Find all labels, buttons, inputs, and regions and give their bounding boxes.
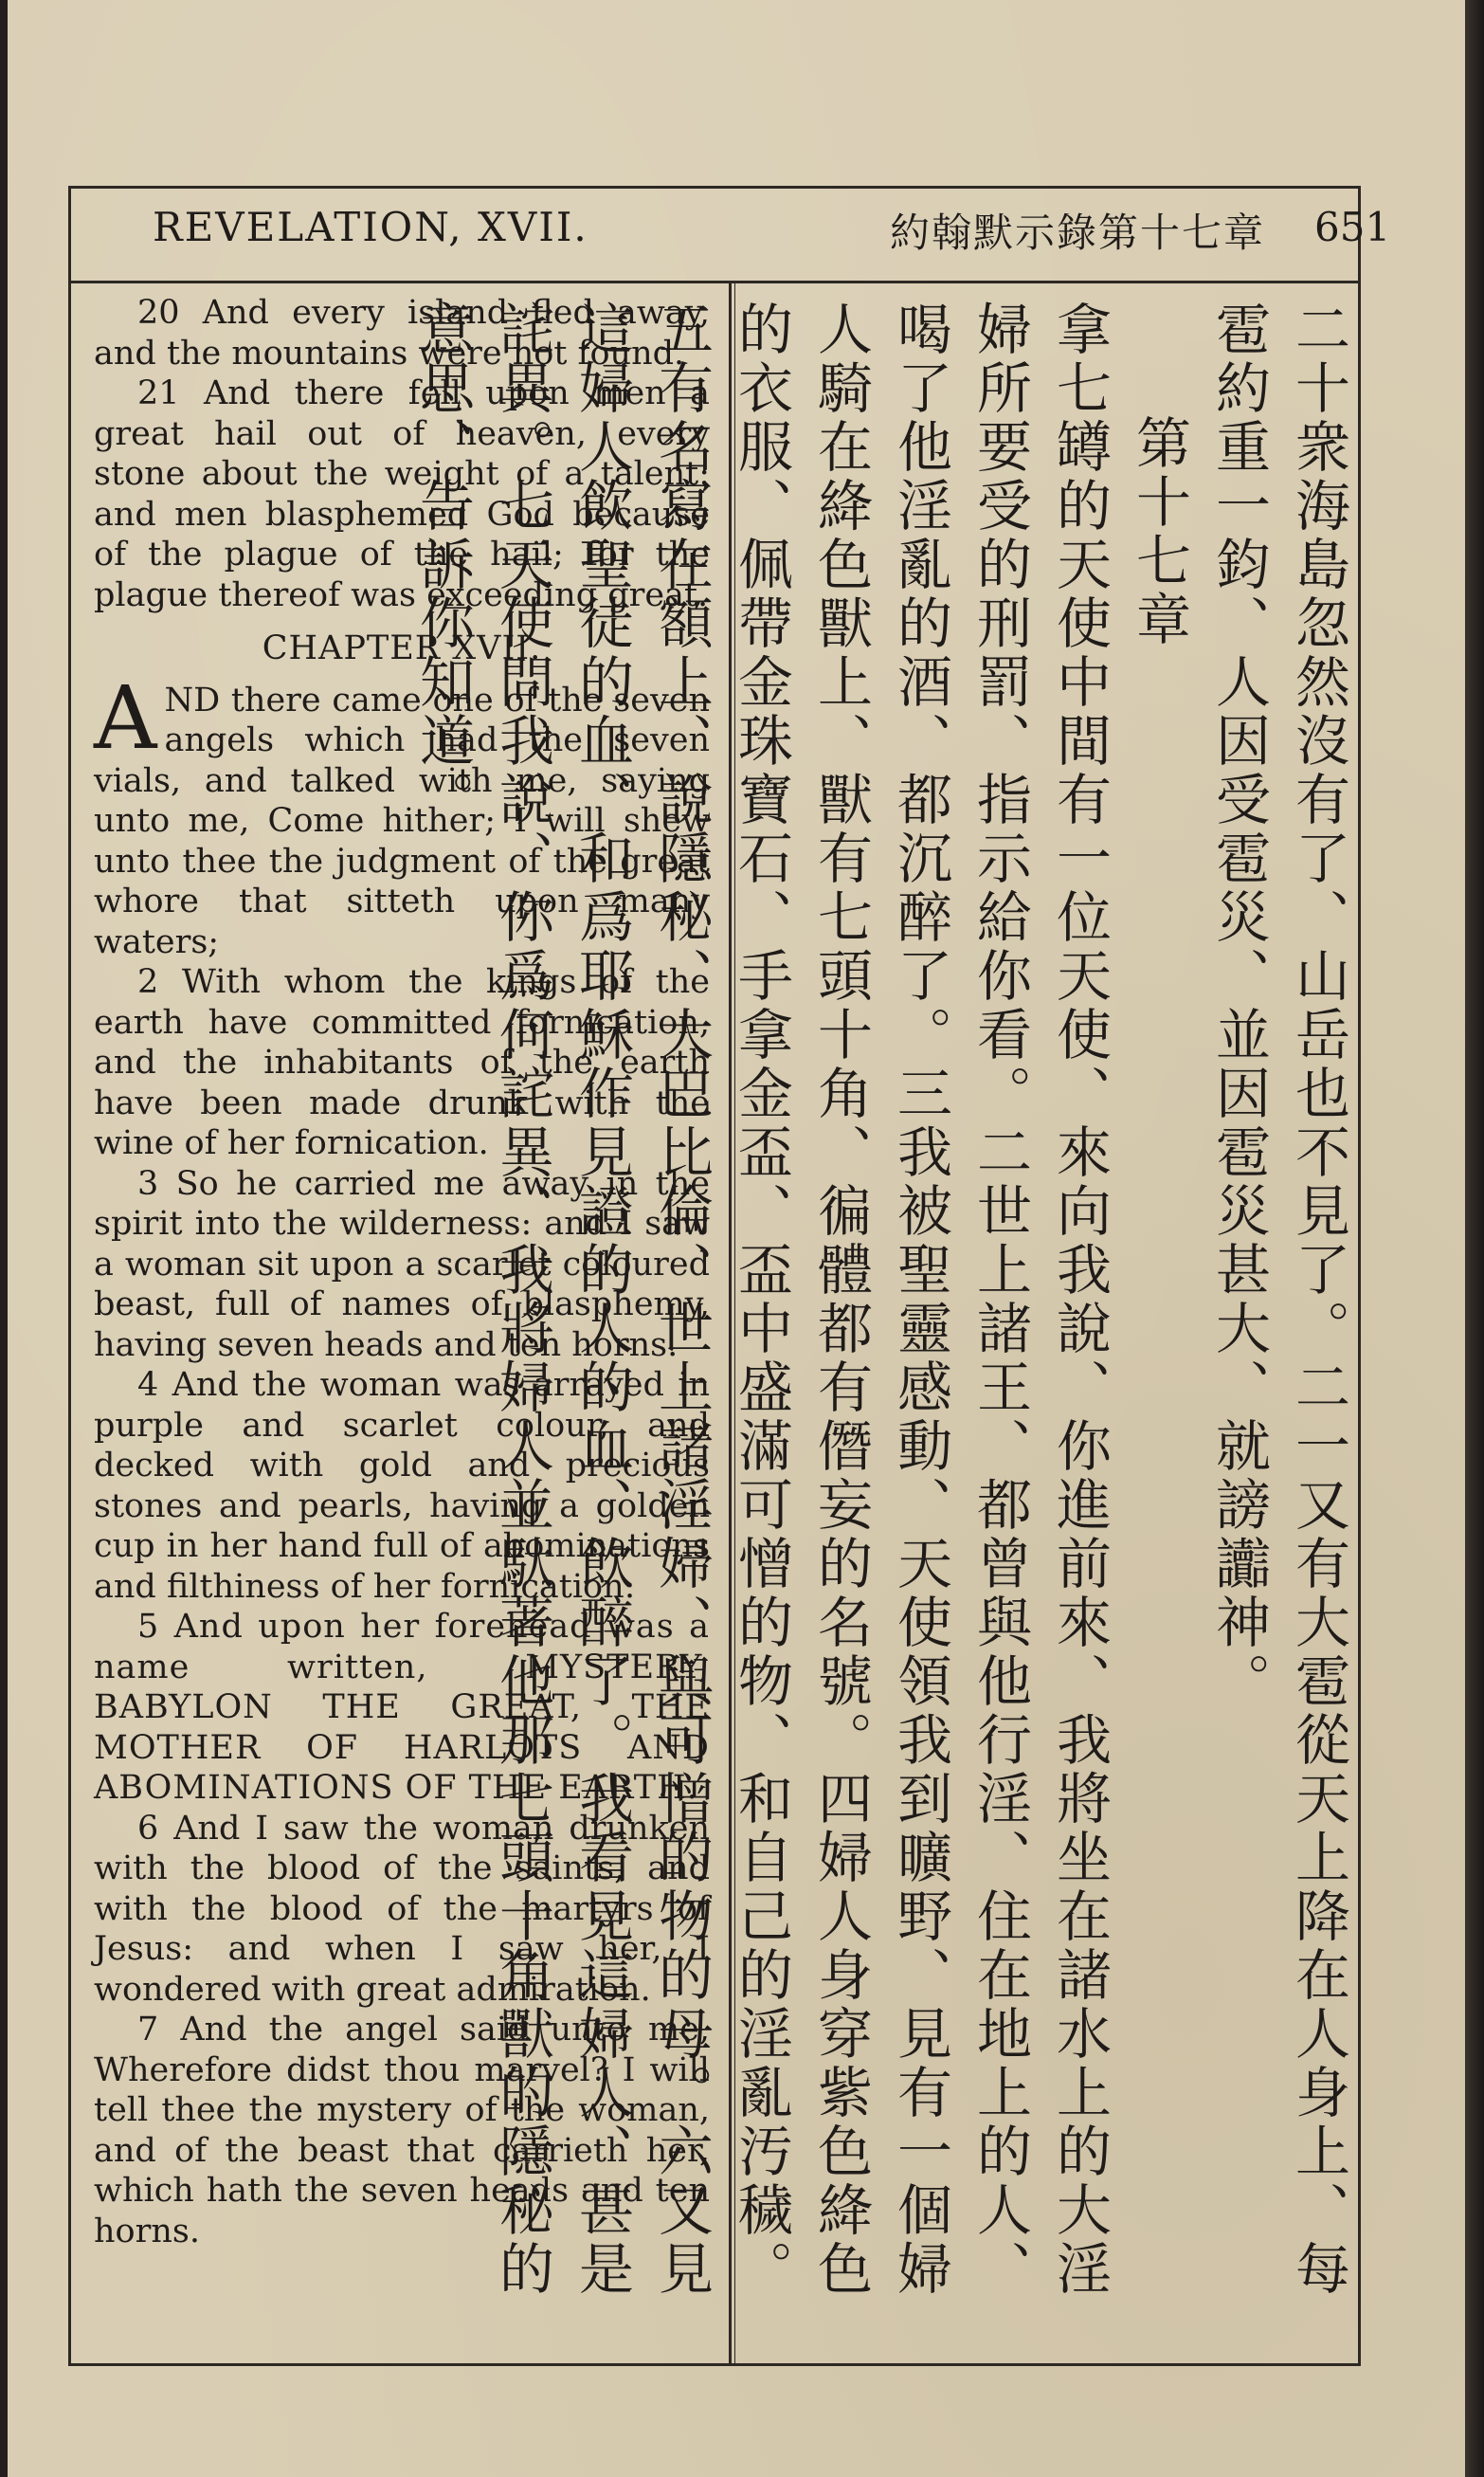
running-title: REVELATION, XVII. — [153, 204, 588, 250]
verse-2: 2 With whom the kings of the earth have committed fornication, and the inhabitants of the earth have been made drunk with the wine of her fornication. — [94, 963, 710, 1162]
page-number: 651 — [1314, 204, 1391, 250]
verse-3: 3 So he carried me away in the spirit into the wilderness: and I saw a woman sit upon a scarlet coloured beast, full of names of blasphemy, having seven heads and ten horns. — [94, 1164, 710, 1364]
book-cover-edge — [1465, 0, 1484, 2477]
verse-20: 20 And every island fled away, and the mountains were not found. — [94, 294, 710, 373]
verse-6: 6 And I saw the woman drunken with the blood of the saints, and with the blood of the martyrs of Jesus: and when I saw her, I wondered with great admiration. — [94, 1809, 710, 2009]
chinese-chapter-17-text: 拿七罇的天使中間有一位天使、來向我說、你進前來、我將坐在諸水上的大淫婦所要受的刑罰、指示給你看。二世上諸王、都曾與他行淫、住在地上的人、喝了他淫亂的酒、都沉醉了。三我被聖靈感動、天使領我到曠野、見有一個婦人騎在絳色獸上、獸有七頭十角、徧體都有僭妄的名號。四婦人身穿紫色絳色的衣服、佩帶金珠寶石、手拿金盃、盃中盛滿可憎的物、和自己的淫亂汚穢。五有名寫在額上、說隱秘、大巴比倫、世上諸淫婦、與可憎的物的母。六又見這婦人飲聖徒的血、和爲耶穌作見證的人的血、飲醉了。我看見這婦人、甚是詫異。七天使問我說、你爲何詫異、我將婦人並馱著他那七頭十角獸的隱秘的意思、告訴你知道。 — [410, 301, 1112, 2299]
chapter-heading: CHAPTER XVII. — [262, 629, 542, 667]
chinese-running-title: 約翰默示錄第十七章 — [890, 209, 1266, 256]
page-header — [71, 189, 1391, 283]
verse-21: 21 And there fell upon men a great hail out of heaven, every stone about the weight of a talent: and men blasphemed God because of the plague of the hail; for the plague thereof was exceeding great. — [94, 374, 710, 614]
chinese-chapter-heading: 第十七章 — [1127, 414, 1191, 649]
verse-1-text: ND there came one of the seven angels which had the seven vials, and talked with me, saying unto me, Come hither; I will shew unto thee the judgment of the great whore that sitteth upon many waters; — [94, 681, 710, 961]
chinese-verses-20-21: 二十衆海島忽然沒有了、山岳也不見了。二一又有大雹從天上降在人身上、每雹約重一鈞、人因受雹災、並因雹災甚大、就謗讟神。 — [1206, 301, 1350, 2299]
text-frame — [68, 186, 1391, 2366]
book-page — [8, 0, 1484, 2477]
drop-cap: A — [94, 666, 157, 769]
verse-7: 7 And the angel said unto me, Wherefore didst thou marvel? I will tell thee the mystery of the woman, and of the beast that carrieth her, which hath the seven heads and ten horns. — [94, 2011, 710, 2250]
chinese-text — [410, 301, 1358, 2329]
verse-5: 5 And upon her forehead was a name written, MYSTERY, BABYLON THE GREAT, THE MOTHER OF HARLOTS AND ABOMINATIONS OF THE EARTH. — [94, 1608, 710, 1807]
verse-4: 4 And the woman was arrayed in purple and scarlet colour, and decked with gold and precious stones and pearls, having a golden cup in her hand full of abominations and filthiness of her fornication: — [94, 1366, 710, 1606]
chinese-column — [410, 301, 1358, 2329]
